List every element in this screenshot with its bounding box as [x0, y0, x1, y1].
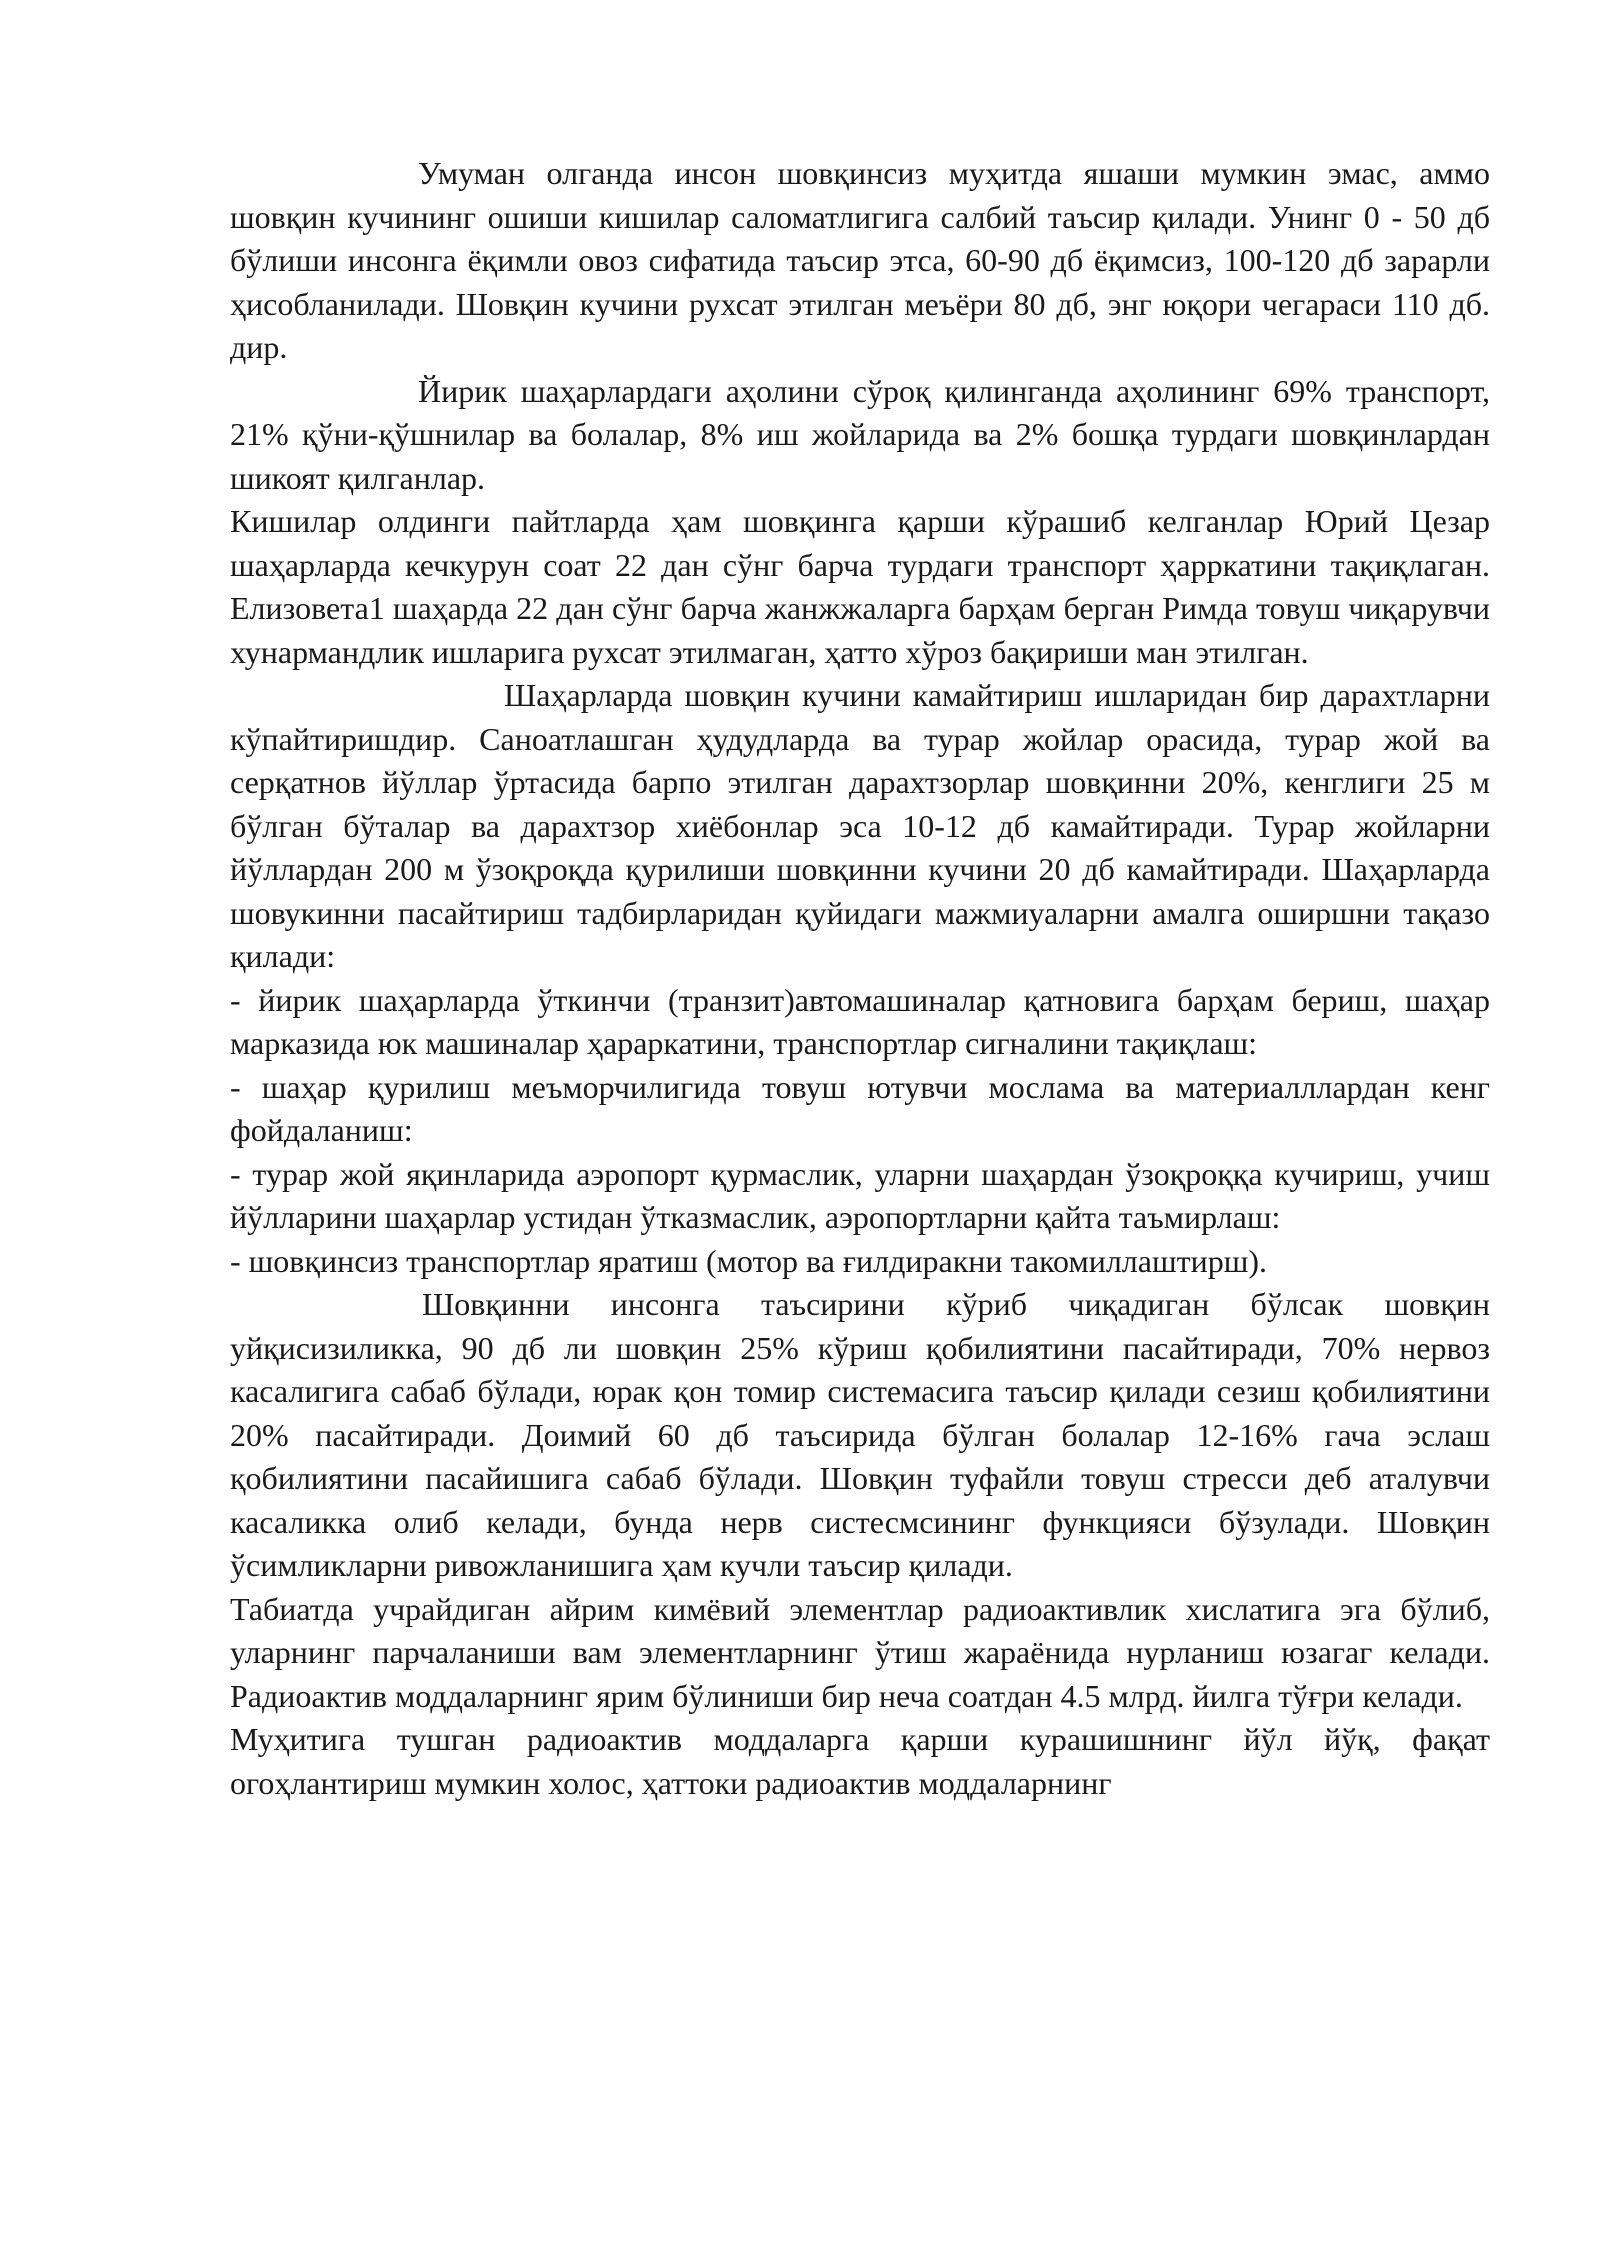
- paragraph-history: Кишилар олдинги пайтларда ҳам шовқинга қарши кўрашиб келганлар Юрий Цезар шаҳарларда кечкурун соат 22 дан сўнг барча турдаги транспорт ҳарркатини тақиқлаган. Елизовета1 шаҳарда 22 дан сўнг барча жанжжаларга барҳам берган Римда товуш чиқарувчи хунармандлик ишларига рухсат этилмаган, ҳатто хўроз бақириши ман этилган.: [230, 503, 1490, 670]
- paragraph-survey: Йирик шаҳарлардаги аҳолини сўроқ қилинганда аҳолининг 69% транспорт, 21% қўни-қўшнилар ва болалар, 8% иш жойларида ва 2% бошқа турдаги шовқинлардан шикоят қилганлар.: [230, 372, 1490, 496]
- document-page: [230, 152, 1490, 1805]
- list-item-transit: - йирик шаҳарларда ўткинчи (транзит)автомашиналар қатновига барҳам бериш, шаҳар марказида юк машиналар ҳараркатини, транспортлар сигналини тақиқлаш:: [230, 981, 1490, 1061]
- list-item-architecture: - шаҳар қурилиш меъморчилигида товуш ютувчи мослама ва материалллардан кенг фойдаланиш:: [230, 1068, 1490, 1148]
- paragraph-radioactive-control: Муҳитига тушган радиоактив моддаларга қарши курашишнинг йўл йўқ, фақат огоҳлантириш мумкин холос, ҳаттоки радиоактив моддаларнинг: [230, 1721, 1490, 1801]
- list-item-quiet-transport: - шовқинсиз транспортлар яратиш (мотор ва ғилдиракни такомиллаштирш).: [230, 1242, 1267, 1279]
- paragraph-health-effects: Шовқинни инсонга таъсирини кўриб чиқадиган бўлсак шовқин уйқисизиликка, 90 дб ли шовқин 25% кўриш қобилиятини пасайтиради, 70% нервоз касалигига сабаб бўлади, юрак қон томир системасига таъсир қилади сезиш қобилиятини 20% пасайтиради. Доимий 60 дб таъсирида бўлган болалар 12-16% гача эслаш қобилиятини пасайишига сабаб бўлади. Шовқин туфайли товуш стресси деб аталувчи касаликка олиб келади, бунда нерв систесмсининг функцияси бўзулади. Шовқин ўсимликларни ривожланишига ҳам кучли таъсир қилади.: [230, 1286, 1490, 1583]
- paragraph-radioactivity: Табиатда учрайдиган айрим кимёвий элементлар радиоактивлик хислатига эга бўлиб, уларнинг парчаланиши вам элементларнинг ўтиш жараёнида нурланиш юзагаг келади. Радиоактив моддаларнинг ярим бўлиниши бир неча соатдан 4.5 млрд. йилга тўғри келади.: [230, 1590, 1490, 1714]
- list-item-airports: - турар жой яқинларида аэропорт қурмаслик, уларни шаҳардан ўзоқроққа кучириш, учиш йўлларини шаҳарлар устидан ўтказмаслик, аэропортларни қайта таъмирлаш:: [230, 1155, 1490, 1235]
- paragraph-noise-limits: Умуман олганда инсон шовқинсиз муҳитда яшаши мумкин эмас, аммо шовқин кучининг ошиши кишилар саломатлигига салбий таъсир қилади. Унинг 0 - 50 дб бўлиши инсонга ёқимли овоз сифатида таъсир этса, 60-90 дб ёқимсиз, 100-120 дб зарарли ҳисобланилади. Шовқин кучини рухсат этилган меъёри 80 дб, энг юқори чегараси 110 дб. дир.: [230, 155, 1490, 365]
- paragraph-reduction: Шаҳарларда шовқин кучини камайтириш ишларидан бир дарахтларни кўпайтиришдир. Саноатлашган ҳудудларда ва турар жойлар орасида, турар жой ва серқатнов йўллар ўртасида барпо этилган дарахтзорлар шовқинни 20%, кенглиги 25 м бўлган бўталар ва дарахтзор хиёбонлар эса 10-12 дб камайтиради. Турар жойларни йўллардан 200 м ўзоқроқда қурилиши шовқинни кучини 20 дб камайтиради. Шаҳарларда шовукинни пасайтириш тадбирларидан қуйидаги мажмиуаларни амалга оширшни тақазо қилади:: [230, 677, 1490, 974]
